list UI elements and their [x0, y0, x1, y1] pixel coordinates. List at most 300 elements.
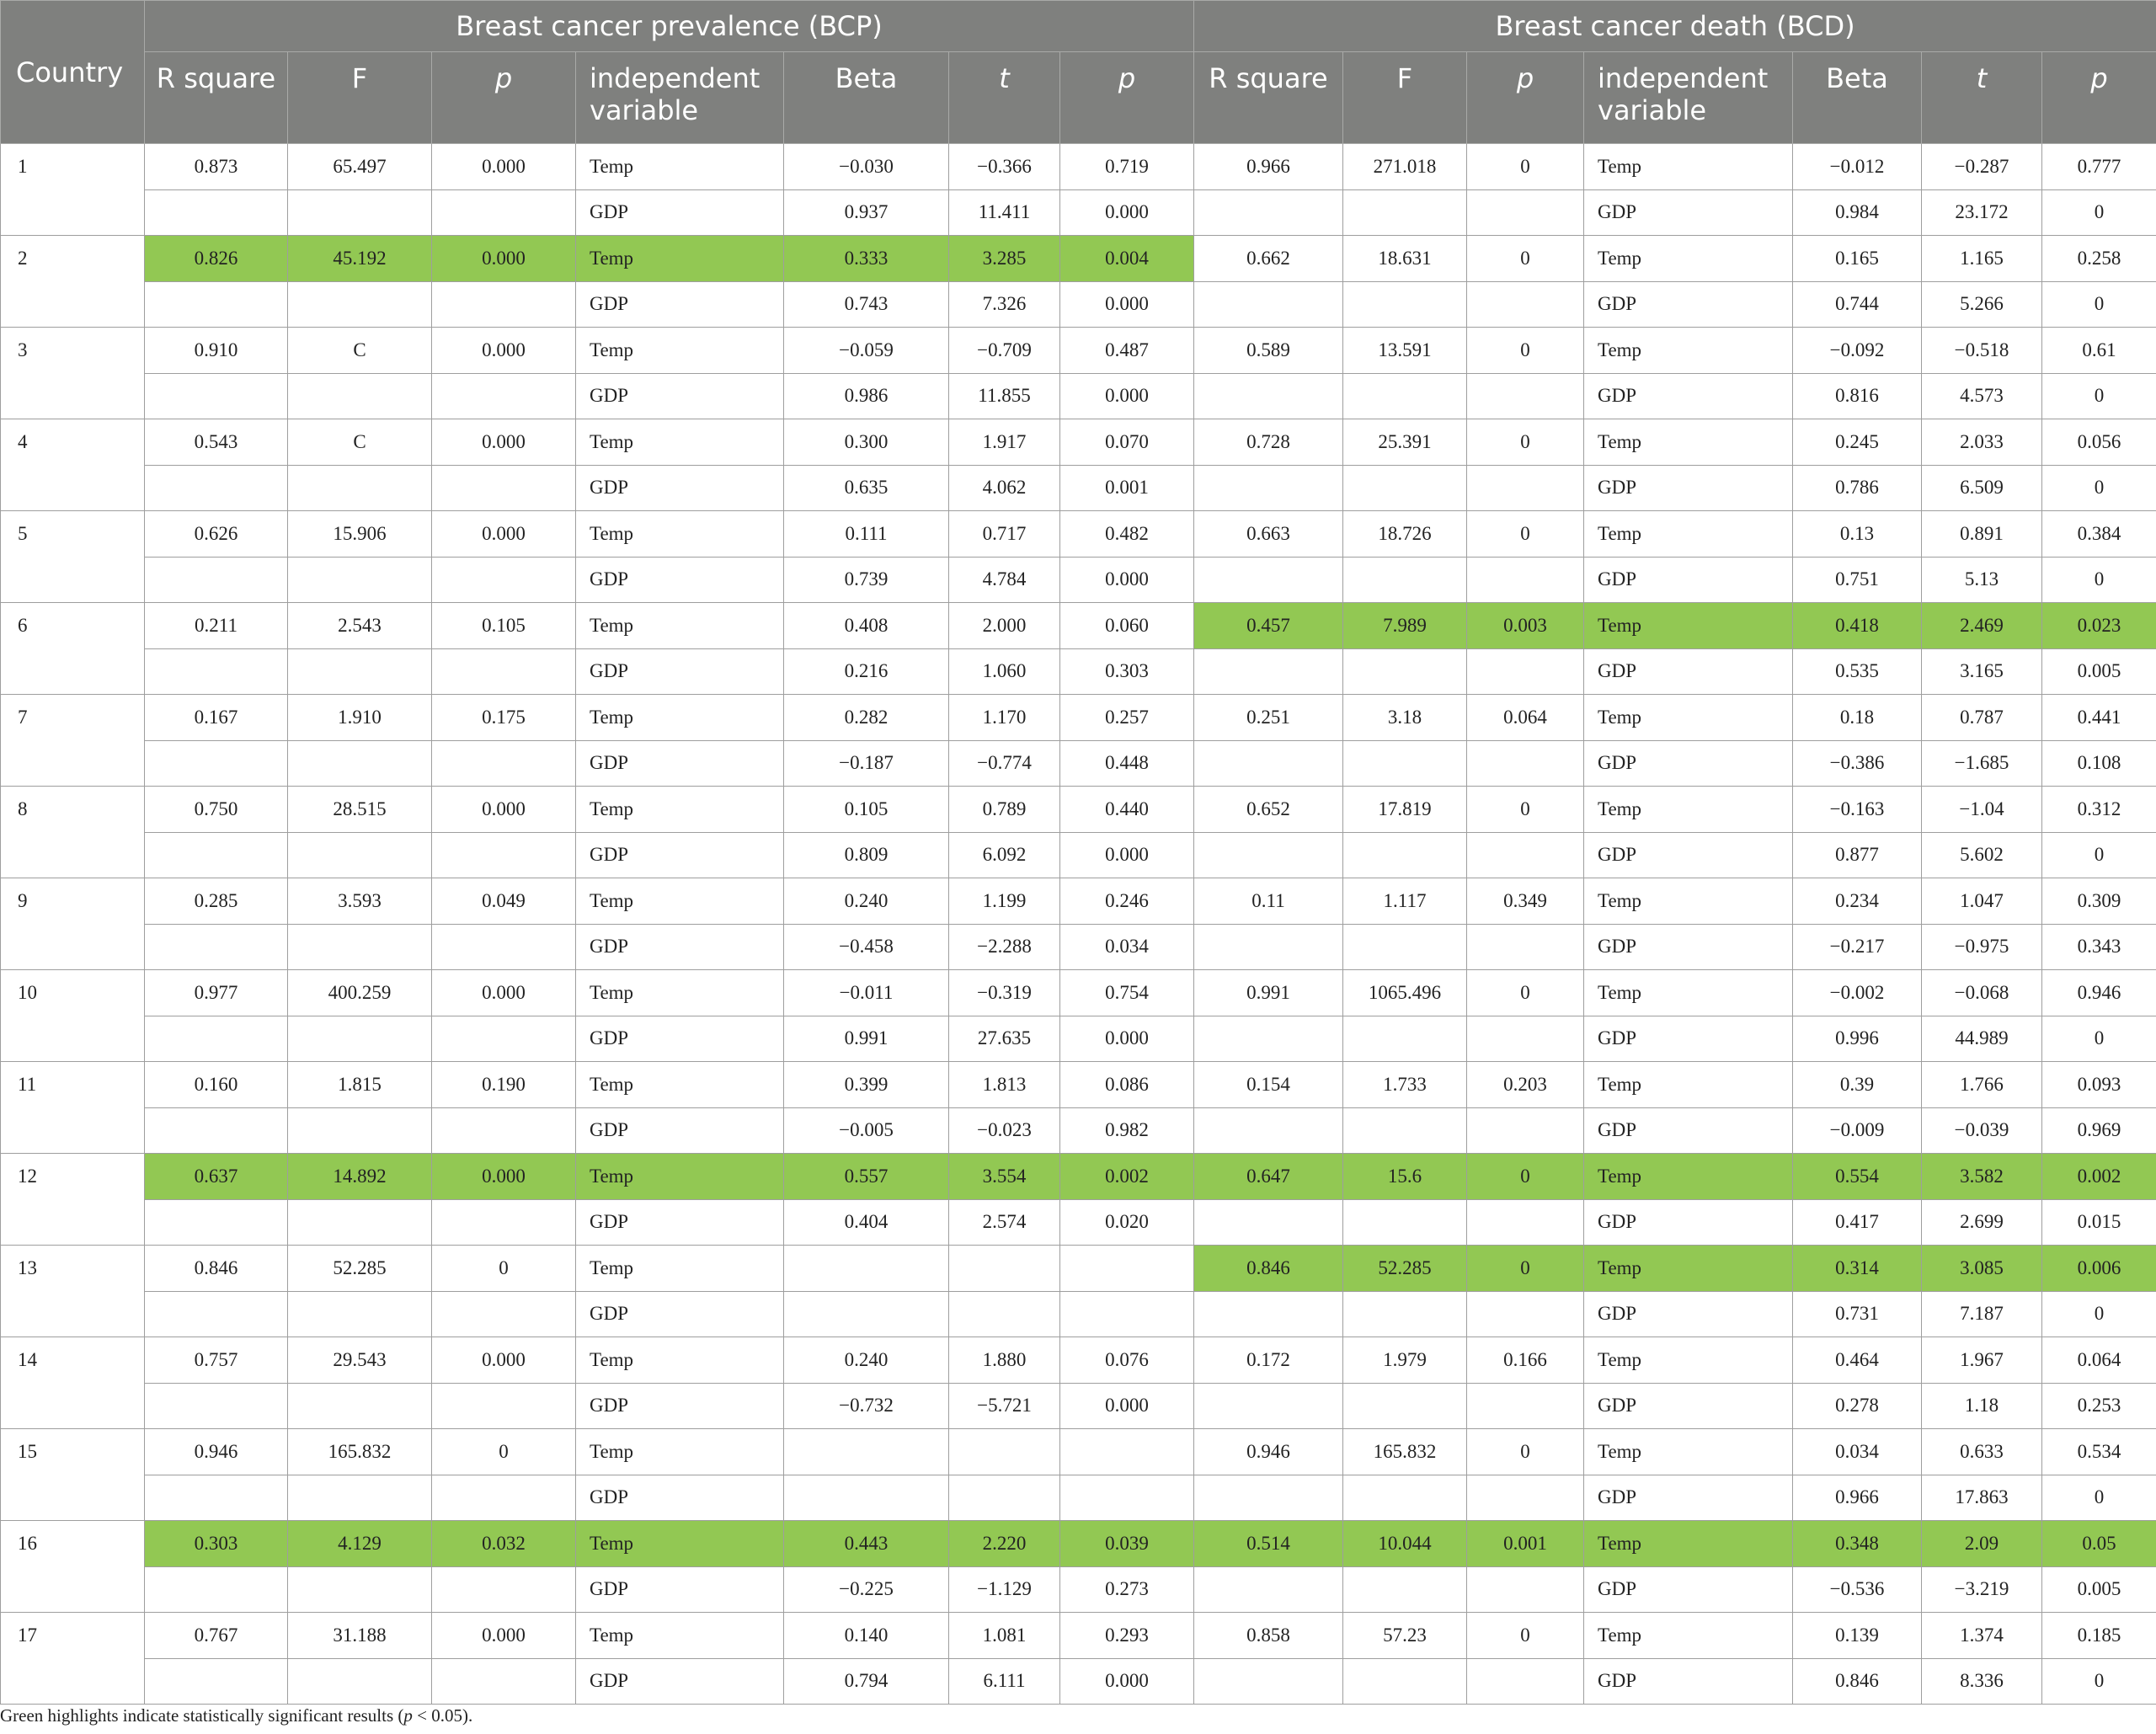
- country-cell: 10: [1, 970, 145, 1062]
- country-cell: 14: [1, 1337, 145, 1429]
- bcd-coef-p-cell: 0.056: [2042, 419, 2156, 466]
- bcd-coef-p-cell: 0: [2042, 1475, 2156, 1521]
- bcd-coef-p-cell: 0: [2042, 1658, 2156, 1705]
- table-row-gdp: [1, 924, 2156, 970]
- bcd-coef-p-cell: 0: [2042, 281, 2156, 328]
- bcd-beta-cell: −0.163: [1793, 787, 1922, 833]
- bcd-f-cell: [1343, 557, 1467, 603]
- bcd-variable-cell: Temp: [1584, 1429, 1793, 1475]
- bcp-beta-cell: [784, 1291, 949, 1337]
- table-header: [1, 1, 2156, 144]
- bcp-beta-cell: [784, 1246, 949, 1292]
- bcd-beta-cell: 0.786: [1793, 465, 1922, 511]
- bcp-t-cell: −0.319: [949, 970, 1060, 1016]
- bcp-coef-p-cell: 0.719: [1060, 144, 1194, 190]
- bcp-r-square-cell: [145, 373, 288, 419]
- bcp-beta-cell: −0.030: [784, 144, 949, 190]
- bcd-variable-cell: GDP: [1584, 1199, 1793, 1246]
- bcd-t-cell: −0.068: [1922, 970, 2042, 1016]
- header-bcd-p: [1467, 52, 1584, 144]
- bcd-beta-cell: −0.536: [1793, 1566, 1922, 1613]
- table-footnote: [0, 1705, 472, 1726]
- bcp-coef-p-cell: 0.000: [1060, 373, 1194, 419]
- bcd-coef-p-cell: 0.005: [2042, 1566, 2156, 1613]
- bcp-p-cell: [432, 465, 576, 511]
- bcp-t-cell: 11.411: [949, 189, 1060, 236]
- bcp-variable-cell: Temp: [576, 603, 784, 649]
- bcd-r-square-cell: 0.991: [1194, 970, 1343, 1016]
- bcp-t-cell: 6.092: [949, 832, 1060, 878]
- bcp-coef-p-cell: [1060, 1429, 1194, 1475]
- bcd-beta-cell: 0.13: [1793, 511, 1922, 558]
- bcp-p-cell: 0.000: [432, 236, 576, 282]
- bcd-variable-cell: GDP: [1584, 1107, 1793, 1154]
- bcd-variable-cell: GDP: [1584, 1383, 1793, 1429]
- bcd-t-cell: 0.633: [1922, 1429, 2042, 1475]
- bcd-p-cell: 0.064: [1467, 695, 1584, 741]
- bcd-beta-cell: 0.744: [1793, 281, 1922, 328]
- bcp-r-square-cell: [145, 189, 288, 236]
- bcd-t-cell: 3.165: [1922, 648, 2042, 695]
- bcp-f-cell: [288, 1016, 432, 1062]
- bcd-p-cell: 0.349: [1467, 878, 1584, 925]
- table-row-temp: [1, 970, 2156, 1016]
- country-cell: 16: [1, 1521, 145, 1613]
- bcp-r-square-cell: [145, 1291, 288, 1337]
- bcp-f-cell: 31.188: [288, 1613, 432, 1659]
- bcp-r-square-cell: [145, 465, 288, 511]
- bcp-coef-p-cell: 0.303: [1060, 648, 1194, 695]
- bcd-r-square-cell: [1194, 281, 1343, 328]
- bcp-beta-cell: 0.216: [784, 648, 949, 695]
- country-cell: 9: [1, 878, 145, 970]
- bcp-f-cell: [288, 557, 432, 603]
- header-bcd-coef-p: [2042, 52, 2156, 144]
- bcp-coef-p-cell: 0.257: [1060, 695, 1194, 741]
- bcp-beta-cell: 0.140: [784, 1613, 949, 1659]
- bcd-variable-cell: Temp: [1584, 1337, 1793, 1384]
- country-cell: 5: [1, 511, 145, 603]
- bcp-p-cell: [432, 189, 576, 236]
- bcp-beta-cell: 0.635: [784, 465, 949, 511]
- bcp-p-cell: [432, 832, 576, 878]
- bcp-coef-p-cell: 0.754: [1060, 970, 1194, 1016]
- bcp-coef-p-cell: 0.000: [1060, 281, 1194, 328]
- bcp-variable-cell: GDP: [576, 648, 784, 695]
- bcp-p-cell: [432, 1566, 576, 1613]
- bcd-beta-cell: 0.234: [1793, 878, 1922, 925]
- bcp-variable-cell: Temp: [576, 419, 784, 466]
- bcp-t-cell: 1.880: [949, 1337, 1060, 1384]
- table-row-temp: [1, 603, 2156, 649]
- bcd-coef-p-cell: 0.015: [2042, 1199, 2156, 1246]
- bcd-p-cell: 0: [1467, 1613, 1584, 1659]
- bcp-coef-p-cell: 0.004: [1060, 236, 1194, 282]
- bcd-p-cell: [1467, 373, 1584, 419]
- bcd-variable-cell: Temp: [1584, 1521, 1793, 1567]
- bcd-coef-p-cell: 0: [2042, 373, 2156, 419]
- bcp-r-square-cell: [145, 1016, 288, 1062]
- bcp-coef-p-cell: 0.448: [1060, 740, 1194, 787]
- table-row-temp: [1, 419, 2156, 466]
- bcp-f-cell: [288, 924, 432, 970]
- bcd-beta-cell: −0.092: [1793, 328, 1922, 374]
- bcp-r-square-cell: [145, 648, 288, 695]
- bcd-coef-p-cell: 0.343: [2042, 924, 2156, 970]
- bcd-p-cell: [1467, 832, 1584, 878]
- bcd-t-cell: 17.863: [1922, 1475, 2042, 1521]
- header-bcd-beta: Beta: [1793, 52, 1922, 144]
- bcp-p-cell: 0.000: [432, 419, 576, 466]
- country-cell: 2: [1, 236, 145, 328]
- bcd-f-cell: [1343, 1107, 1467, 1154]
- header-bcp-indep-line2: variable: [590, 94, 699, 126]
- bcd-beta-cell: 0.816: [1793, 373, 1922, 419]
- bcd-f-cell: [1343, 1475, 1467, 1521]
- bcp-t-cell: 27.635: [949, 1016, 1060, 1062]
- bcd-p-cell: [1467, 924, 1584, 970]
- table-row-gdp: [1, 1199, 2156, 1246]
- bcp-t-cell: 1.199: [949, 878, 1060, 925]
- bcp-beta-cell: −0.458: [784, 924, 949, 970]
- bcd-r-square-cell: [1194, 924, 1343, 970]
- bcd-p-cell: 0: [1467, 970, 1584, 1016]
- bcp-f-cell: [288, 281, 432, 328]
- bcd-variable-cell: GDP: [1584, 189, 1793, 236]
- bcd-f-cell: 1.733: [1343, 1062, 1467, 1108]
- bcd-beta-cell: 0.846: [1793, 1658, 1922, 1705]
- bcd-beta-cell: 0.314: [1793, 1246, 1922, 1292]
- table-row-gdp: [1, 1566, 2156, 1613]
- header-row-groups: [1, 1, 2156, 52]
- table-row-gdp: [1, 648, 2156, 695]
- bcd-variable-cell: GDP: [1584, 832, 1793, 878]
- bcd-p-cell: [1467, 1291, 1584, 1337]
- bcp-r-square-cell: [145, 832, 288, 878]
- bcp-t-cell: 4.784: [949, 557, 1060, 603]
- bcp-t-cell: −0.366: [949, 144, 1060, 190]
- bcp-r-square-cell: 0.757: [145, 1337, 288, 1384]
- bcd-f-cell: 1065.496: [1343, 970, 1467, 1016]
- bcp-p-cell: 0.000: [432, 1337, 576, 1384]
- bcd-t-cell: 0.891: [1922, 511, 2042, 558]
- bcd-coef-p-cell: 0: [2042, 1016, 2156, 1062]
- bcp-beta-cell: [784, 1475, 949, 1521]
- bcp-t-cell: [949, 1291, 1060, 1337]
- bcp-variable-cell: GDP: [576, 373, 784, 419]
- bcd-variable-cell: Temp: [1584, 1613, 1793, 1659]
- bcp-coef-p-cell: 0.086: [1060, 1062, 1194, 1108]
- bcd-coef-p-cell: 0.534: [2042, 1429, 2156, 1475]
- bcd-coef-p-cell: 0: [2042, 465, 2156, 511]
- table-row-gdp: [1, 373, 2156, 419]
- bcd-r-square-cell: 0.662: [1194, 236, 1343, 282]
- bcp-variable-cell: Temp: [576, 1429, 784, 1475]
- bcp-f-cell: [288, 1383, 432, 1429]
- bcp-beta-cell: −0.732: [784, 1383, 949, 1429]
- table-row-gdp: [1, 1475, 2156, 1521]
- bcd-t-cell: 8.336: [1922, 1658, 2042, 1705]
- table-row-gdp: [1, 740, 2156, 787]
- bcd-f-cell: [1343, 924, 1467, 970]
- bcd-t-cell: 7.187: [1922, 1291, 2042, 1337]
- bcp-f-cell: 3.593: [288, 878, 432, 925]
- bcd-beta-cell: 0.139: [1793, 1613, 1922, 1659]
- bcp-t-cell: 6.111: [949, 1658, 1060, 1705]
- bcd-p-cell: 0: [1467, 419, 1584, 466]
- bcd-coef-p-cell: 0: [2042, 1291, 2156, 1337]
- bcd-r-square-cell: [1194, 1016, 1343, 1062]
- bcp-f-cell: 14.892: [288, 1154, 432, 1200]
- bcp-variable-cell: GDP: [576, 281, 784, 328]
- bcp-p-cell: [432, 1291, 576, 1337]
- bcd-beta-cell: 0.034: [1793, 1429, 1922, 1475]
- bcp-t-cell: 3.554: [949, 1154, 1060, 1200]
- bcp-coef-p-cell: 0.000: [1060, 832, 1194, 878]
- table-row-temp: [1, 1246, 2156, 1292]
- bcp-t-cell: −0.774: [949, 740, 1060, 787]
- bcp-f-cell: 165.832: [288, 1429, 432, 1475]
- bcp-f-cell: [288, 740, 432, 787]
- bcd-f-cell: 13.591: [1343, 328, 1467, 374]
- bcd-variable-cell: Temp: [1584, 511, 1793, 558]
- table-row-temp: [1, 1521, 2156, 1567]
- bcp-variable-cell: Temp: [576, 970, 784, 1016]
- bcp-t-cell: 2.000: [949, 603, 1060, 649]
- bcp-t-cell: −5.721: [949, 1383, 1060, 1429]
- bcp-r-square-cell: 0.977: [145, 970, 288, 1016]
- bcp-coef-p-cell: 0.001: [1060, 465, 1194, 511]
- bcd-t-cell: 1.047: [1922, 878, 2042, 925]
- bcd-t-cell: −3.219: [1922, 1566, 2042, 1613]
- bcd-r-square-cell: 0.251: [1194, 695, 1343, 741]
- bcp-p-cell: 0.000: [432, 144, 576, 190]
- bcd-beta-cell: 0.245: [1793, 419, 1922, 466]
- bcp-coef-p-cell: 0.000: [1060, 557, 1194, 603]
- bcd-f-cell: 25.391: [1343, 419, 1467, 466]
- bcp-p-cell: [432, 373, 576, 419]
- bcp-coef-p-cell: 0.020: [1060, 1199, 1194, 1246]
- bcp-variable-cell: Temp: [576, 695, 784, 741]
- bcd-p-cell: [1467, 557, 1584, 603]
- bcp-t-cell: −0.709: [949, 328, 1060, 374]
- bcp-f-cell: [288, 1475, 432, 1521]
- bcd-coef-p-cell: 0.002: [2042, 1154, 2156, 1200]
- bcd-t-cell: 3.085: [1922, 1246, 2042, 1292]
- bcp-coef-p-cell: 0.039: [1060, 1521, 1194, 1567]
- bcp-variable-cell: Temp: [576, 1521, 784, 1567]
- bcp-f-cell: [288, 465, 432, 511]
- bcd-beta-cell: 0.996: [1793, 1016, 1922, 1062]
- bcd-r-square-cell: [1194, 1566, 1343, 1613]
- bcp-coef-p-cell: 0.293: [1060, 1613, 1194, 1659]
- bcd-variable-cell: GDP: [1584, 924, 1793, 970]
- bcd-coef-p-cell: 0.384: [2042, 511, 2156, 558]
- bcp-variable-cell: Temp: [576, 878, 784, 925]
- bcp-beta-cell: 0.739: [784, 557, 949, 603]
- bcd-beta-cell: 0.39: [1793, 1062, 1922, 1108]
- bcd-f-cell: 10.044: [1343, 1521, 1467, 1567]
- bcd-f-cell: 7.989: [1343, 603, 1467, 649]
- bcp-t-cell: 1.170: [949, 695, 1060, 741]
- bcd-f-cell: [1343, 1199, 1467, 1246]
- bcp-p-cell: 0.049: [432, 878, 576, 925]
- bcd-variable-cell: GDP: [1584, 1016, 1793, 1062]
- bcd-r-square-cell: [1194, 1658, 1343, 1705]
- bcd-coef-p-cell: 0.023: [2042, 603, 2156, 649]
- bcp-t-cell: −1.129: [949, 1566, 1060, 1613]
- header-bcd-t: [1922, 52, 2042, 144]
- table-row-gdp: [1, 1107, 2156, 1154]
- header-bcd-coef-p-text: p: [2090, 62, 2108, 94]
- bcp-f-cell: [288, 1199, 432, 1246]
- bcd-r-square-cell: [1194, 189, 1343, 236]
- bcp-r-square-cell: 0.910: [145, 328, 288, 374]
- footnote-p-symbol: p: [403, 1705, 413, 1726]
- bcp-variable-cell: Temp: [576, 1062, 784, 1108]
- bcp-r-square-cell: 0.846: [145, 1246, 288, 1292]
- bcp-t-cell: 11.855: [949, 373, 1060, 419]
- bcd-t-cell: 1.18: [1922, 1383, 2042, 1429]
- bcp-variable-cell: GDP: [576, 1199, 784, 1246]
- bcd-t-cell: 5.13: [1922, 557, 2042, 603]
- bcd-variable-cell: Temp: [1584, 419, 1793, 466]
- bcp-p-cell: 0.175: [432, 695, 576, 741]
- bcp-f-cell: [288, 189, 432, 236]
- bcd-beta-cell: −0.012: [1793, 144, 1922, 190]
- bcd-f-cell: [1343, 1291, 1467, 1337]
- bcd-t-cell: −0.518: [1922, 328, 2042, 374]
- bcd-t-cell: −0.287: [1922, 144, 2042, 190]
- bcd-beta-cell: −0.009: [1793, 1107, 1922, 1154]
- table-row-gdp: [1, 1383, 2156, 1429]
- bcp-r-square-cell: 0.626: [145, 511, 288, 558]
- bcd-p-cell: 0: [1467, 236, 1584, 282]
- bcp-beta-cell: 0.794: [784, 1658, 949, 1705]
- bcd-t-cell: 2.699: [1922, 1199, 2042, 1246]
- bcp-r-square-cell: 0.160: [145, 1062, 288, 1108]
- bcd-beta-cell: −0.002: [1793, 970, 1922, 1016]
- bcd-variable-cell: GDP: [1584, 740, 1793, 787]
- bcd-p-cell: [1467, 281, 1584, 328]
- bcd-f-cell: [1343, 832, 1467, 878]
- bcp-beta-cell: 0.111: [784, 511, 949, 558]
- bcp-r-square-cell: 0.637: [145, 1154, 288, 1200]
- bcp-variable-cell: GDP: [576, 832, 784, 878]
- bcp-r-square-cell: 0.285: [145, 878, 288, 925]
- bcd-r-square-cell: [1194, 1107, 1343, 1154]
- header-bcp-r-square: R square: [145, 52, 288, 144]
- bcp-variable-cell: GDP: [576, 1291, 784, 1337]
- bcd-p-cell: [1467, 465, 1584, 511]
- bcd-variable-cell: Temp: [1584, 328, 1793, 374]
- bcp-coef-p-cell: 0.000: [1060, 189, 1194, 236]
- header-bcp-p-text: p: [494, 62, 513, 94]
- bcp-r-square-cell: 0.303: [145, 1521, 288, 1567]
- bcp-f-cell: 400.259: [288, 970, 432, 1016]
- table-row-temp: [1, 695, 2156, 741]
- bcd-variable-cell: Temp: [1584, 1246, 1793, 1292]
- bcd-p-cell: [1467, 1383, 1584, 1429]
- bcp-p-cell: [432, 281, 576, 328]
- country-cell: 17: [1, 1613, 145, 1705]
- bcp-p-cell: 0: [432, 1246, 576, 1292]
- bcp-f-cell: [288, 1291, 432, 1337]
- bcd-f-cell: 18.631: [1343, 236, 1467, 282]
- bcd-coef-p-cell: 0.253: [2042, 1383, 2156, 1429]
- bcp-p-cell: [432, 1658, 576, 1705]
- bcp-coef-p-cell: 0.482: [1060, 511, 1194, 558]
- bcp-f-cell: [288, 1566, 432, 1613]
- bcd-t-cell: 2.09: [1922, 1521, 2042, 1567]
- bcd-t-cell: 1.766: [1922, 1062, 2042, 1108]
- bcp-p-cell: [432, 1475, 576, 1521]
- bcp-beta-cell: 0.399: [784, 1062, 949, 1108]
- bcd-f-cell: 271.018: [1343, 144, 1467, 190]
- bcd-f-cell: [1343, 740, 1467, 787]
- bcd-p-cell: 0: [1467, 511, 1584, 558]
- bcd-r-square-cell: 0.647: [1194, 1154, 1343, 1200]
- bcd-variable-cell: Temp: [1584, 236, 1793, 282]
- bcp-t-cell: 1.917: [949, 419, 1060, 466]
- bcp-p-cell: [432, 1383, 576, 1429]
- bcp-variable-cell: Temp: [576, 1246, 784, 1292]
- bcd-beta-cell: 0.348: [1793, 1521, 1922, 1567]
- bcp-p-cell: [432, 648, 576, 695]
- bcd-coef-p-cell: 0.969: [2042, 1107, 2156, 1154]
- bcd-beta-cell: 0.18: [1793, 695, 1922, 741]
- bcp-variable-cell: Temp: [576, 787, 784, 833]
- bcd-variable-cell: GDP: [1584, 1566, 1793, 1613]
- bcp-beta-cell: −0.225: [784, 1566, 949, 1613]
- bcd-r-square-cell: 0.858: [1194, 1613, 1343, 1659]
- bcp-coef-p-cell: 0.440: [1060, 787, 1194, 833]
- bcd-beta-cell: 0.464: [1793, 1337, 1922, 1384]
- bcp-variable-cell: GDP: [576, 557, 784, 603]
- bcd-beta-cell: 0.418: [1793, 603, 1922, 649]
- bcd-r-square-cell: 0.514: [1194, 1521, 1343, 1567]
- bcd-r-square-cell: [1194, 832, 1343, 878]
- bcd-coef-p-cell: 0.185: [2042, 1613, 2156, 1659]
- bcd-p-cell: 0: [1467, 328, 1584, 374]
- bcd-t-cell: 1.374: [1922, 1613, 2042, 1659]
- bcp-p-cell: [432, 1107, 576, 1154]
- bcp-r-square-cell: [145, 1199, 288, 1246]
- bcd-f-cell: 18.726: [1343, 511, 1467, 558]
- bcp-f-cell: [288, 832, 432, 878]
- footnote-text-after: < 0.05).: [412, 1705, 473, 1726]
- bcd-variable-cell: GDP: [1584, 557, 1793, 603]
- bcp-p-cell: [432, 557, 576, 603]
- table-row-gdp: [1, 465, 2156, 511]
- country-cell: 3: [1, 328, 145, 419]
- bcp-f-cell: 29.543: [288, 1337, 432, 1384]
- bcd-r-square-cell: 0.457: [1194, 603, 1343, 649]
- bcp-variable-cell: GDP: [576, 465, 784, 511]
- bcp-r-square-cell: 0.946: [145, 1429, 288, 1475]
- bcp-r-square-cell: 0.826: [145, 236, 288, 282]
- bcp-coef-p-cell: 0.060: [1060, 603, 1194, 649]
- bcp-f-cell: 1.815: [288, 1062, 432, 1108]
- bcd-f-cell: [1343, 281, 1467, 328]
- bcp-p-cell: 0: [432, 1429, 576, 1475]
- bcp-coef-p-cell: 0.070: [1060, 419, 1194, 466]
- bcp-p-cell: 0.000: [432, 328, 576, 374]
- bcd-r-square-cell: 0.728: [1194, 419, 1343, 466]
- bcd-r-square-cell: [1194, 1475, 1343, 1521]
- bcp-variable-cell: Temp: [576, 144, 784, 190]
- header-bcp-coef-p-text: p: [1118, 62, 1136, 94]
